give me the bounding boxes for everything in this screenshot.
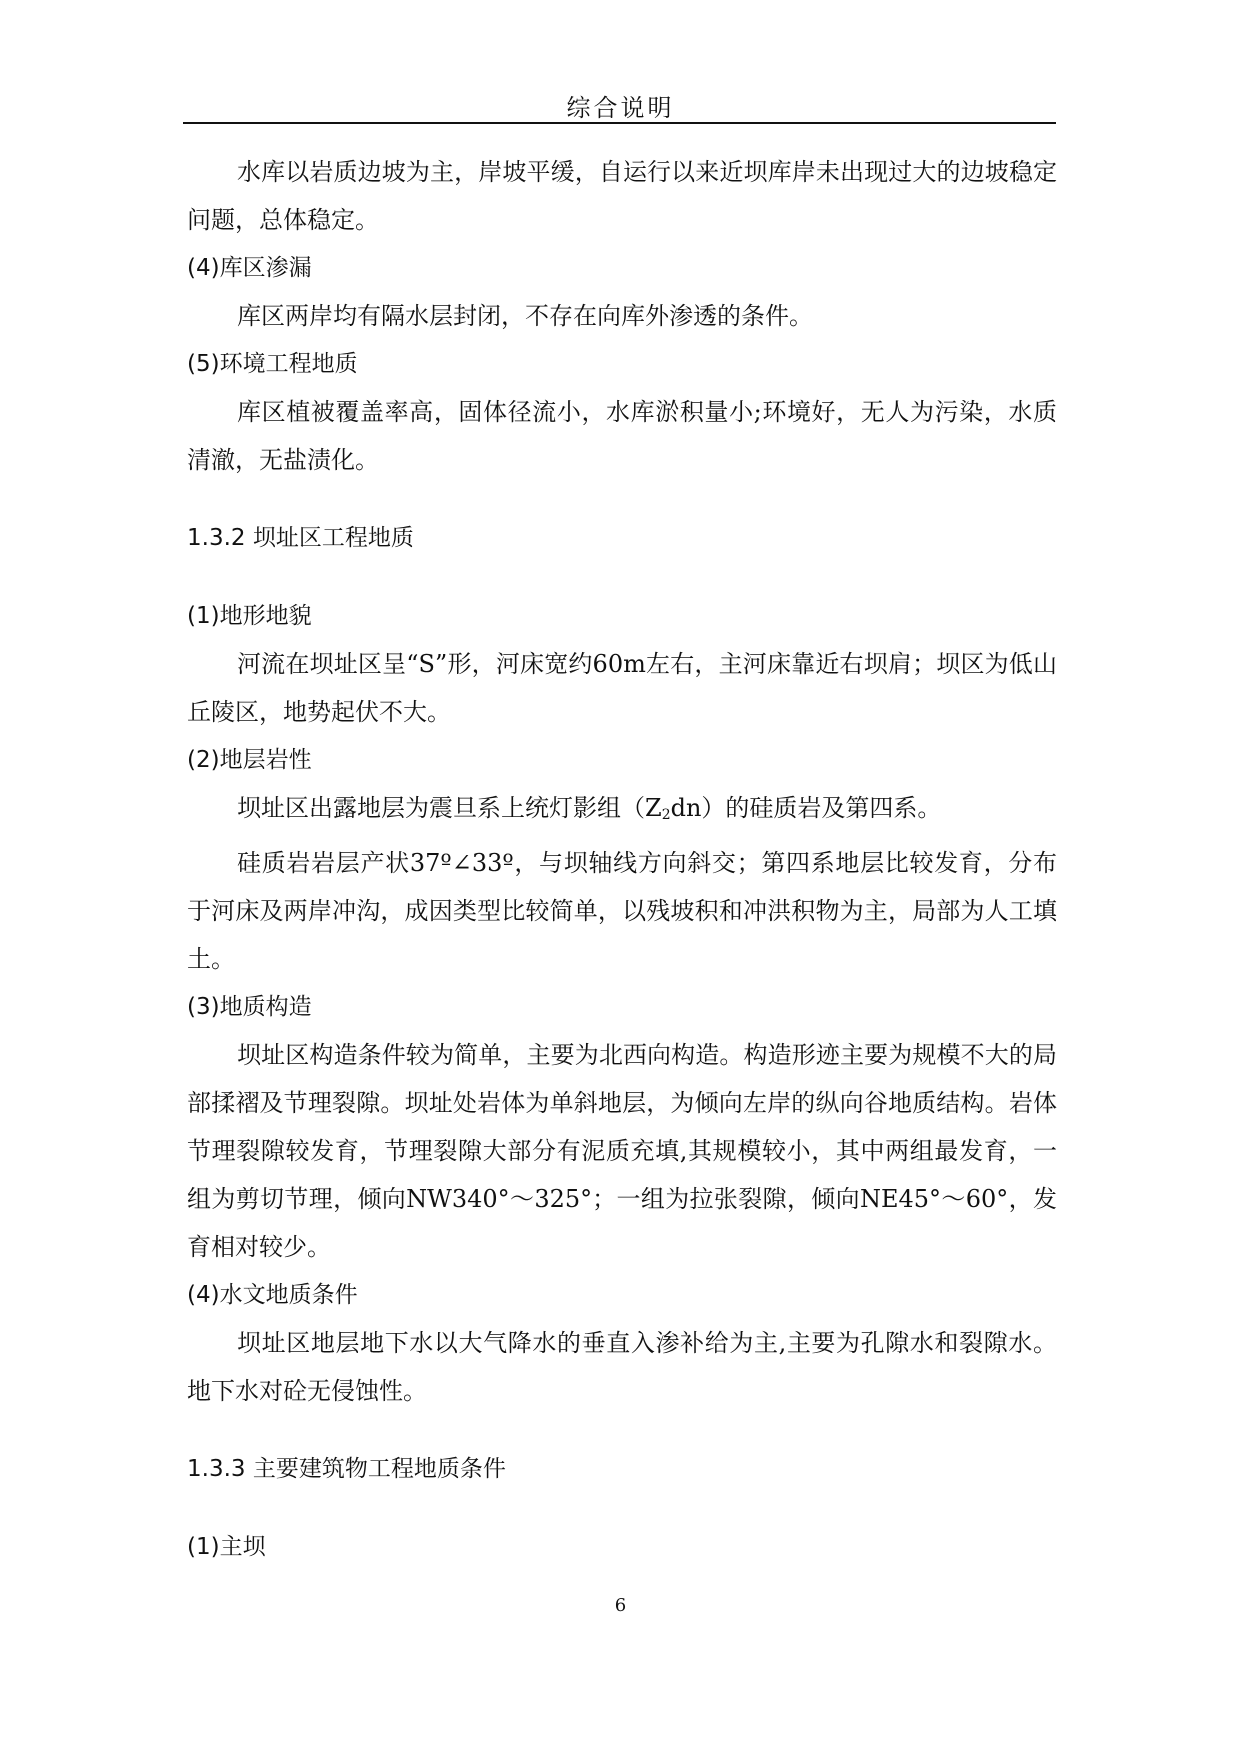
subheading-reservoir-leakage: (4)库区渗漏 <box>187 255 312 281</box>
section-heading-1-3-3: 1.3.3 主要建筑物工程地质条件 <box>187 1456 506 1482</box>
paragraph: 硅质岩岩层产状37º∠33º，与坝轴线方向斜交；第四系地层比较发育，分布于河床及两岸冲沟，成因类型比较简单，以残坡积和冲洪积物为主，局部为人工填土。 <box>187 849 1057 973</box>
page-header-title: 综合说明 <box>566 94 675 122</box>
paragraph: 库区两岸均有隔水层封闭，不存在向库外渗透的条件。 <box>237 302 813 330</box>
subheading-main-dam: (1)主坝 <box>187 1534 266 1560</box>
page-number: 6 <box>614 1595 627 1616</box>
subscript: 2 <box>661 807 671 823</box>
paragraph: 库区植被覆盖率高，固体径流小，水库淤积量小;环境好，无人为污染，水质清澈，无盐渍化。 <box>187 398 1057 474</box>
paragraph-text: dn）的硅质岩及第四系。 <box>670 794 942 822</box>
paragraph: 坝址区构造条件较为简单，主要为北西向构造。构造形迹主要为规模不大的局部揉褶及节理裂隙。坝址处岩体为单斜地层，为倾向左岸的纵向谷地质结构。岩体节理裂隙较发育，节理裂隙大部分有泥质充填,其规模较小，其中两组最发育，一组为剪切节理，倾向NW340°～325°；一组为拉张裂隙，倾向NE45°～60°，发育相对较少。 <box>187 1041 1057 1261</box>
section-heading-1-3-2: 1.3.2 坝址区工程地质 <box>187 525 414 551</box>
document-body <box>187 148 1057 1571</box>
paragraph: 水库以岩质边坡为主，岸坡平缓，自运行以来近坝库岸未出现过大的边坡稳定问题，总体稳定。 <box>187 158 1057 234</box>
subheading-structure: (3)地质构造 <box>187 994 312 1020</box>
subheading-strata: (2)地层岩性 <box>187 747 312 773</box>
subheading-hydrogeology: (4)水文地质条件 <box>187 1282 358 1308</box>
paragraph: 坝址区地层地下水以大气降水的垂直入渗补给为主,主要为孔隙水和裂隙水。地下水对砼无侵蚀性。 <box>187 1329 1057 1405</box>
header-rule <box>183 122 1056 124</box>
paragraph: 河流在坝址区呈“S”形，河床宽约60m左右，主河床靠近右坝肩；坝区为低山丘陵区，地势起伏不大。 <box>187 650 1057 726</box>
paragraph-strata <box>187 784 1057 839</box>
subheading-environment-geology: (5)环境工程地质 <box>187 351 358 377</box>
paragraph-text: 坝址区出露地层为震旦系上统灯影组（Z <box>237 794 662 822</box>
subheading-terrain: (1)地形地貌 <box>187 603 312 629</box>
